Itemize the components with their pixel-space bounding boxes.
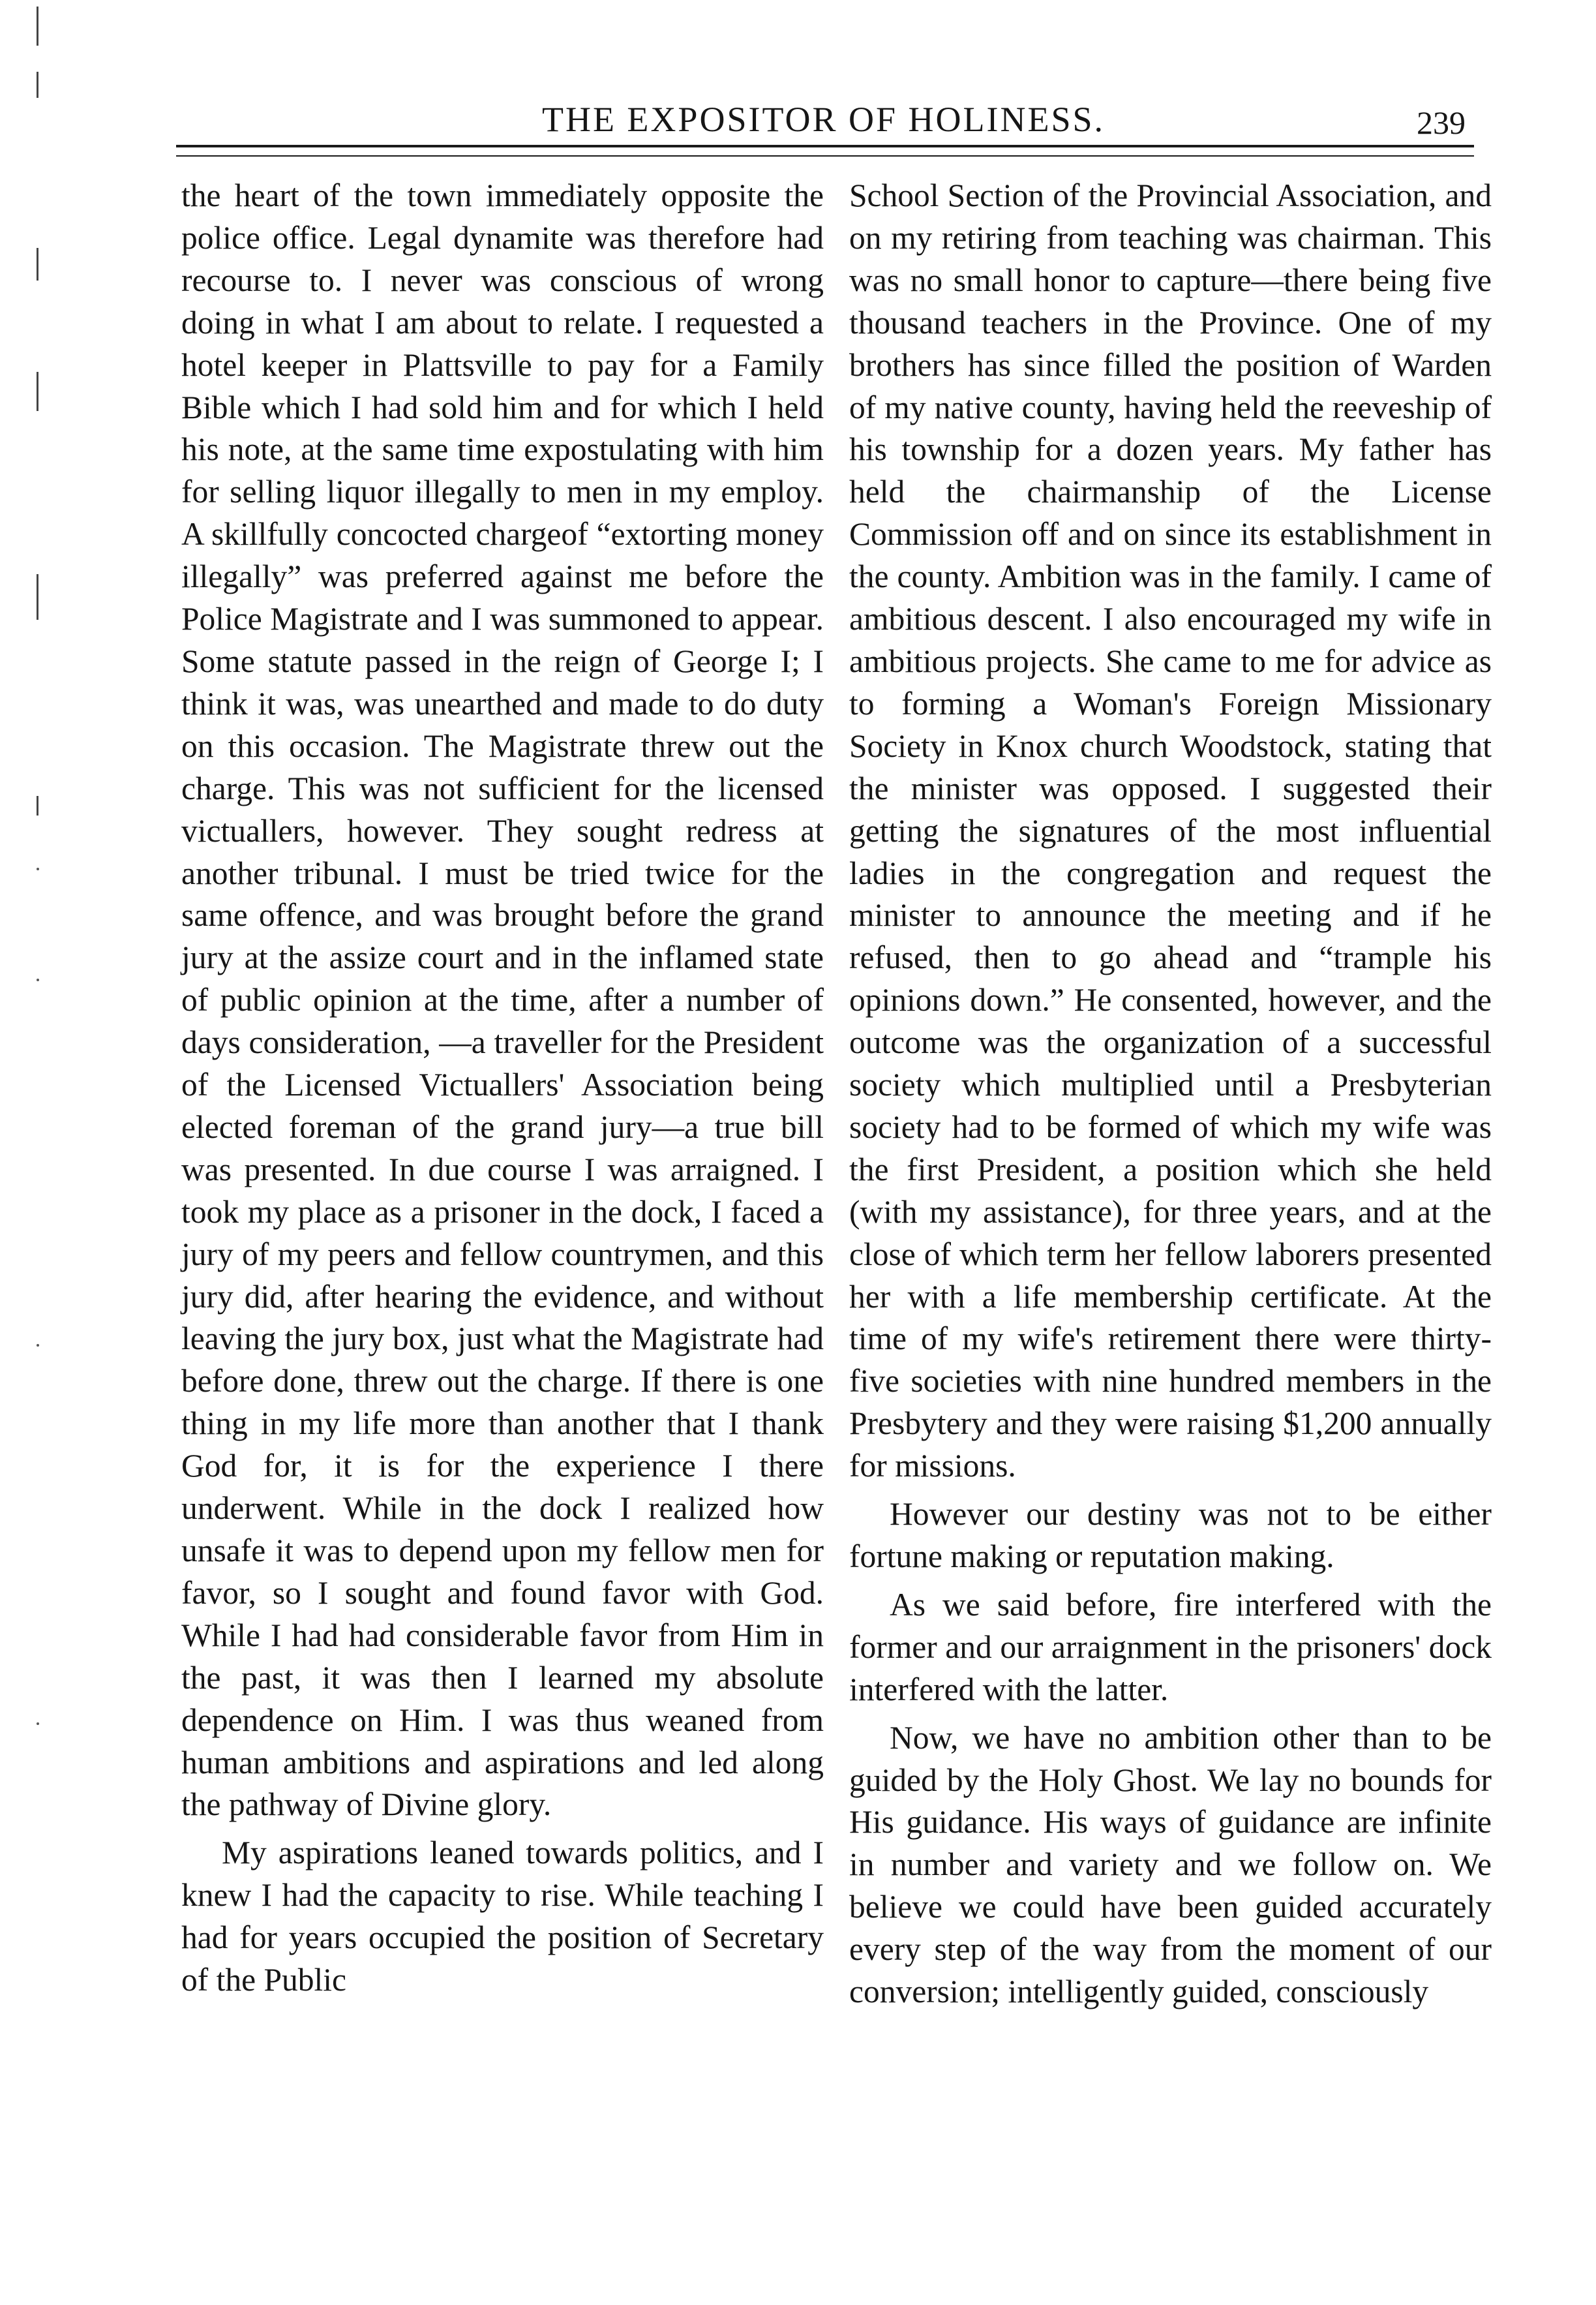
paragraph: the heart of the town immediately opposite the police office. Legal dynamite was therefore had recourse to. I never was conscious of wrong doing in what I am about to relate. I requested a hotel keeper in Plattsville to pay for a Family Bible which I had sold him and for which I held his note, at the same time expostulating with him for selling liquor illegally to men in my employ. A skillfully concocted chargeof “extorting money illegally” was preferred against me before the Police Magistrate and I was summoned to appear. Some statute passed in the reign of George I; I think it was, was unearthed and made to do duty on this occasion. The Magistrate threw out the charge. This was not sufficient for the licensed victuallers, however. They sought redress at another tribunal. I must be tried twice for the same offence, and was brought before the grand jury at the assize court and in the inflamed state of public opinion at the time, after a number of days consideration, —a traveller for the President of the Licensed Victuallers' Association being elected foreman of the grand jury—a true bill was presented. In due course I was arraigned. I took my place as a prisoner in the dock, I faced a jury of my peers and fellow countrymen, and this jury did, after hearing the evidence, and without leaving the jury box, just what the Magistrate had before done, threw out the charge. If there is one thing in my life more than another that I thank God for, it is for the experience I there underwent. While in the dock I realized how unsafe it was to depend upon my fellow men for favor, so I sought and found favor with God. While I had had considerable favor from Him in the past, it was then I learned my absolute dependence on Him. I was thus weaned from human ambitions and aspirations and led along the pathway of Divine glory. [181, 177, 824, 1823]
margin-mark [37, 1722, 39, 1725]
paragraph: My aspirations leaned towards politics, and I knew I had the capacity to rise. While teaching I had for years occupied the position of Secretary of the Public [181, 1835, 824, 1998]
margin-mark [37, 72, 38, 98]
margin-mark [37, 574, 38, 620]
margin-mark [37, 796, 38, 816]
margin-mark [37, 868, 39, 870]
paragraph: However our destiny was not to be either fortune making or reputation making. [849, 1496, 1492, 1574]
margin-scan-marks [31, 0, 51, 2305]
running-title: THE EXPOSITOR OF HOLINESS. [541, 100, 1106, 139]
margin-mark [37, 1344, 39, 1347]
page-number: 239 [1417, 104, 1466, 141]
page-header [176, 97, 1471, 149]
margin-mark [37, 248, 38, 281]
header-rule-thin [176, 155, 1474, 157]
margin-mark [37, 7, 38, 46]
left-column [181, 175, 824, 2002]
paragraph: As we said before, fire interfered with the former and our arraignment in the prisoners' dock interfered with the latter. [849, 1586, 1492, 1707]
header-rule-thick [176, 145, 1474, 147]
right-column [849, 175, 1492, 2013]
margin-mark [37, 979, 39, 981]
paragraph: Now, we have no ambition other than to be guided by the Holy Ghost. We lay no bounds for His guidance. His ways of guidance are infinite in number and variety and we follow on. We believe we could have been guided accurately every step of the way from the moment of our conversion; intelligently guided, consciously [849, 1719, 1492, 2010]
margin-mark [37, 372, 38, 411]
paragraph: School Section of the Provincial Association, and on my retiring from teaching was chairman. This was no small honor to capture—there being five thousand teachers in the Province. One of my brothers has since filled the position of Warden of my native county, having held the reeveship of his township for a dozen years. My father has held the chairmanship of the License Commission off and on since its establishment in the county. Ambition was in the family. I came of ambitious descent. I also encouraged my wife in ambitious projects. She came to me for advice as to forming a Woman's Foreign Missionary Society in Knox church Woodstock, stating that the minister was opposed. I suggested their getting the signatures of the most influential ladies in the congregation and request the minister to announce the meeting and if he refused, then to go ahead and “trample his opinions down.” He consented, however, and the outcome was the organization of a successful society which multiplied until a Presbyterian society had to be formed of which my wife was the first President, a position which she held (with my assistance), for three years, and at the close of which term her fellow laborers presented her with a life membership certificate. At the time of my wife's retirement there were thirty-five societies with nine hundred members in the Presbytery and they were raising $1,200 annually for missions. [849, 177, 1492, 1484]
